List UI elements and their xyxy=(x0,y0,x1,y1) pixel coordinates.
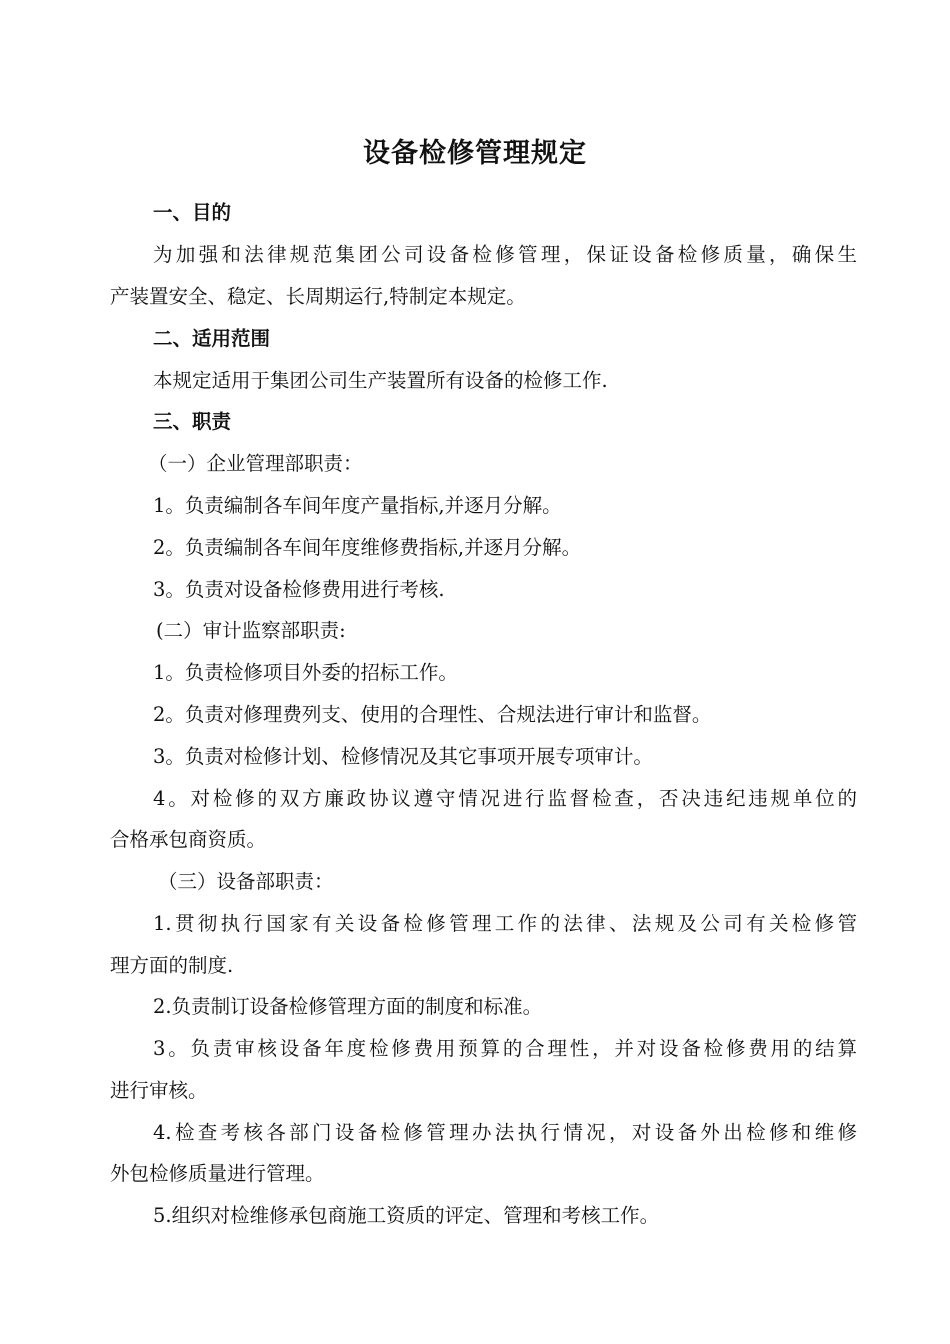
list-item: 1。负责检修项目外委的招标工作。 xyxy=(153,661,458,684)
list-item: 4。对检修的双方廉政协议遵守情况进行监督检查，否决违纪违规单位的 xyxy=(153,787,857,810)
list-item: 1。负责编制各车间年度产量指标,并逐月分解。 xyxy=(153,494,562,517)
section-heading-responsibilities: 三、职责 xyxy=(153,410,232,433)
subsection-heading: （一）企业管理部职责： xyxy=(148,452,363,475)
list-item: 3。负责对检修计划、检修情况及其它事项开展专项审计。 xyxy=(153,745,653,768)
list-item: 2。负责对修理费列支、使用的合理性、合规法进行审计和监督。 xyxy=(153,703,712,726)
list-item-continuation: 外包检修质量进行管理。 xyxy=(110,1162,325,1185)
list-item: 2。负责编制各车间年度维修费指标,并逐月分解。 xyxy=(153,536,582,559)
document-title: 设备检修管理规定 xyxy=(363,138,587,169)
section-heading-scope: 二、适用范围 xyxy=(153,327,271,350)
paragraph-line: 产装置安全、稳定、长周期运行,特制定本规定。 xyxy=(110,285,526,308)
section-heading-purpose: 一、目的 xyxy=(153,201,232,224)
list-item: 3。负责审核设备年度检修费用预算的合理性，并对设备检修费用的结算 xyxy=(153,1037,857,1060)
list-item: 1.贯彻执行国家有关设备检修管理工作的法律、法规及公司有关检修管 xyxy=(153,912,857,935)
list-item: 5.组织对检维修承包商施工资质的评定、管理和考核工作。 xyxy=(153,1204,660,1227)
paragraph-line: 为加强和法律规范集团公司设备检修管理，保证设备检修质量，确保生 xyxy=(153,243,857,266)
subsection-heading: (二）审计监察部职责: xyxy=(156,619,346,642)
subsection-heading: （三）设备部职责： xyxy=(158,870,334,893)
paragraph-line: 本规定适用于集团公司生产装置所有设备的检修工作. xyxy=(153,369,608,392)
list-item-continuation: 合格承包商资质。 xyxy=(110,828,267,851)
list-item: 2.负责制订设备检修管理方面的制度和标准。 xyxy=(153,995,543,1018)
list-item: 4.检查考核各部门设备检修管理办法执行情况，对设备外出检修和维修 xyxy=(153,1121,857,1144)
list-item-continuation: 理方面的制度. xyxy=(110,954,234,977)
list-item-continuation: 进行审核。 xyxy=(110,1079,208,1102)
list-item: 3。负责对设备检修费用进行考核. xyxy=(153,578,445,601)
